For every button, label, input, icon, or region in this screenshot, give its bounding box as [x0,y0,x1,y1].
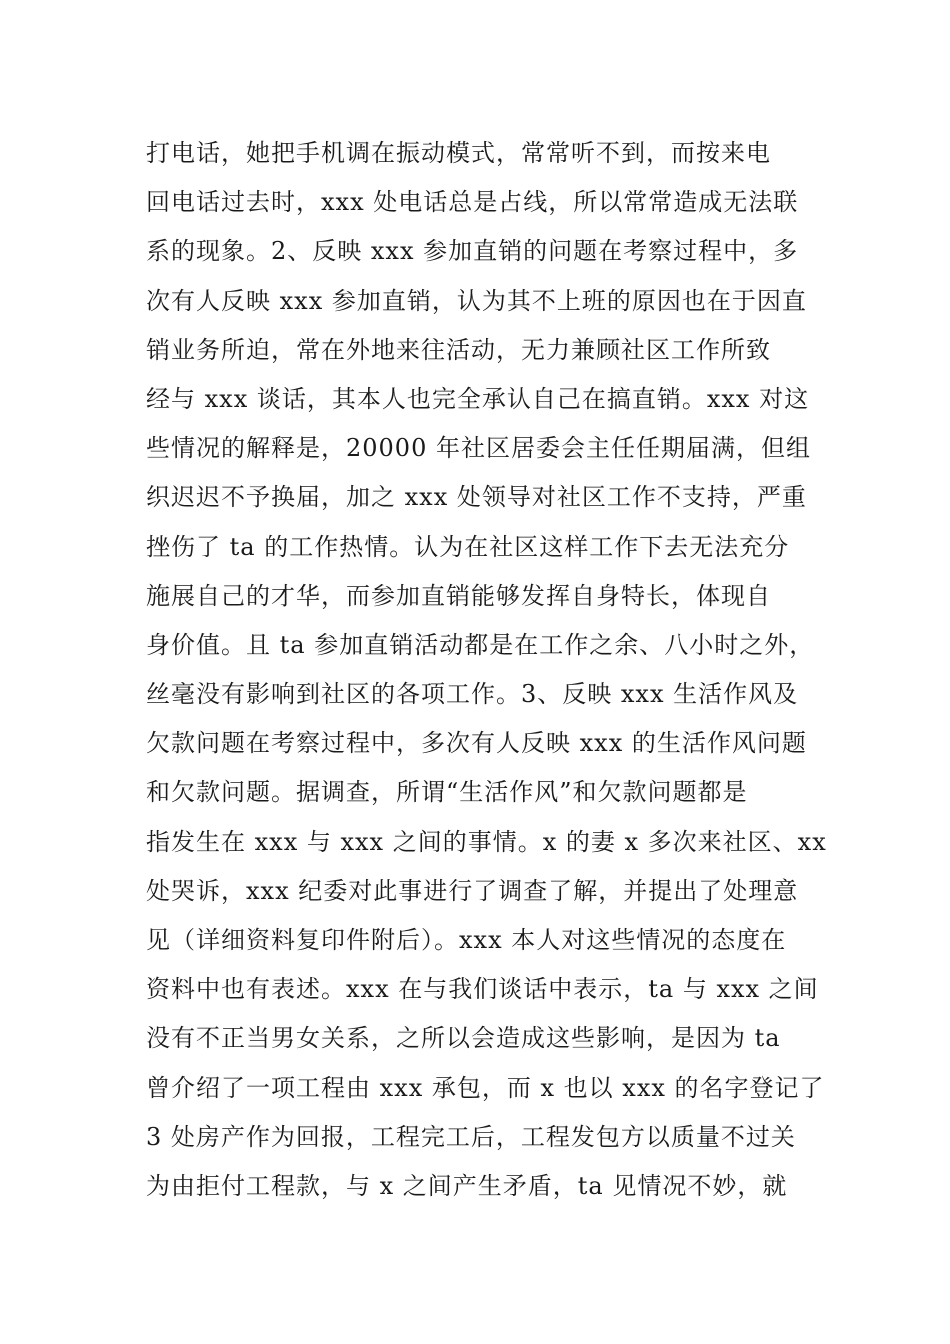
text-line: 次有人反映 xxx 参加直销，认为其不上班的原因也在于因直 [146,286,807,315]
text-line: 经与 xxx 谈话，其本人也完全承认自己在搞直销。xxx 对这 [146,384,810,413]
text-line: 销业务所迫，常在外地来往活动，无力兼顾社区工作所致 [146,335,771,364]
text-line: 没有不正当男女关系，之所以会造成这些影响，是因为 ta [146,1024,781,1053]
text-line: 指发生在 xxx 与 xxx 之间的事情。x 的妻 x 多次来社区、xx [146,827,827,856]
text-line: 3 处房产作为回报，工程完工后，工程发包方以质量不过关 [146,1122,796,1151]
text-line: 施展自己的才华，而参加直销能够发挥自身特长，体现自 [146,581,771,610]
text-line: 见（详细资料复印件附后）。xxx 本人对这些情况的态度在 [146,926,787,954]
text-line: 打电话，她把手机调在振动模式，常常听不到，而按来电 [146,139,771,167]
text-line: 回电话过去时，xxx 处电话总是占线，所以常常造成无法联 [146,188,799,217]
body-text [146,129,826,1211]
text-line: 些情况的解释是，20000 年社区居委会主任任期届满，但组 [146,434,811,463]
text-line: 挫伤了 ta 的工作热情。认为在社区这样工作下去无法充分 [146,532,790,561]
text-line: 系的现象。2、反映 xxx 参加直销的问题在考察过程中，多 [146,237,799,266]
text-line: 处哭诉，xxx 纪委对此事进行了调查了解，并提出了处理意 [146,876,799,905]
text-line: 资料中也有表述。xxx 在与我们谈话中表示，ta 与 xxx 之间 [146,975,819,1004]
text-line: 为由拒付工程款，与 x 之间产生矛盾，ta 见情况不妙，就 [146,1171,788,1200]
text-line: 丝毫没有影响到社区的各项工作。3、反映 xxx 生活作风及 [146,680,799,709]
text-line: 曾介绍了一项工程由 xxx 承包，而 x 也以 xxx 的名字登记了 [146,1073,825,1102]
text-line: 身价值。且 ta 参加直销活动都是在工作之余、八小时之外， [146,630,815,659]
text-line: 欠款问题在考察过程中，多次有人反映 xxx 的生活作风问题 [146,729,807,758]
text-line: 织迟迟不予换届，加之 xxx 处领导对社区工作不支持，严重 [146,483,807,512]
text-line: 和欠款问题。据调查，所谓“生活作风”和欠款问题都是 [146,778,748,807]
